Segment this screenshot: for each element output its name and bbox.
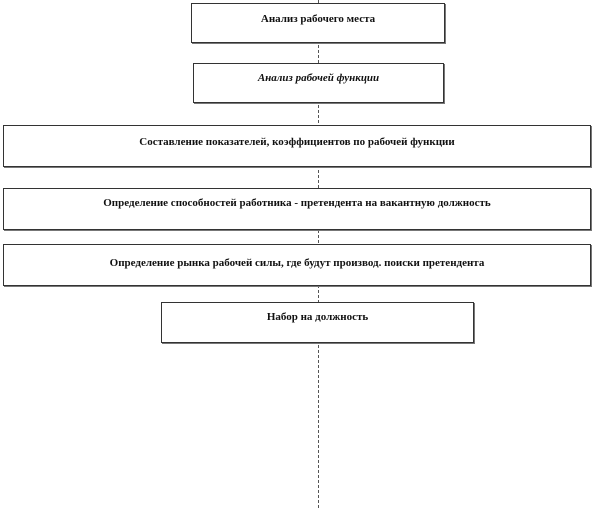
step-workplace-analysis [191,3,445,43]
step-work-function-analysis [193,63,444,103]
step-labor-market [3,244,591,286]
step-label: Анализ рабочей функции [257,72,380,84]
step-label: Набор на должность [266,311,369,323]
step-indicators-compilation [3,125,591,167]
step-candidate-abilities [3,188,591,230]
step-hiring [161,302,474,343]
step-label: Составление показателей, коэффициентов по рабочей функции [139,136,455,148]
step-label: Определение способностей работника - претендента на вакантную должность [103,197,491,209]
step-label: Анализ рабочего места [260,13,376,25]
step-label: Определение рынка рабочей силы, где будут производ. поиски претендента [109,257,485,269]
